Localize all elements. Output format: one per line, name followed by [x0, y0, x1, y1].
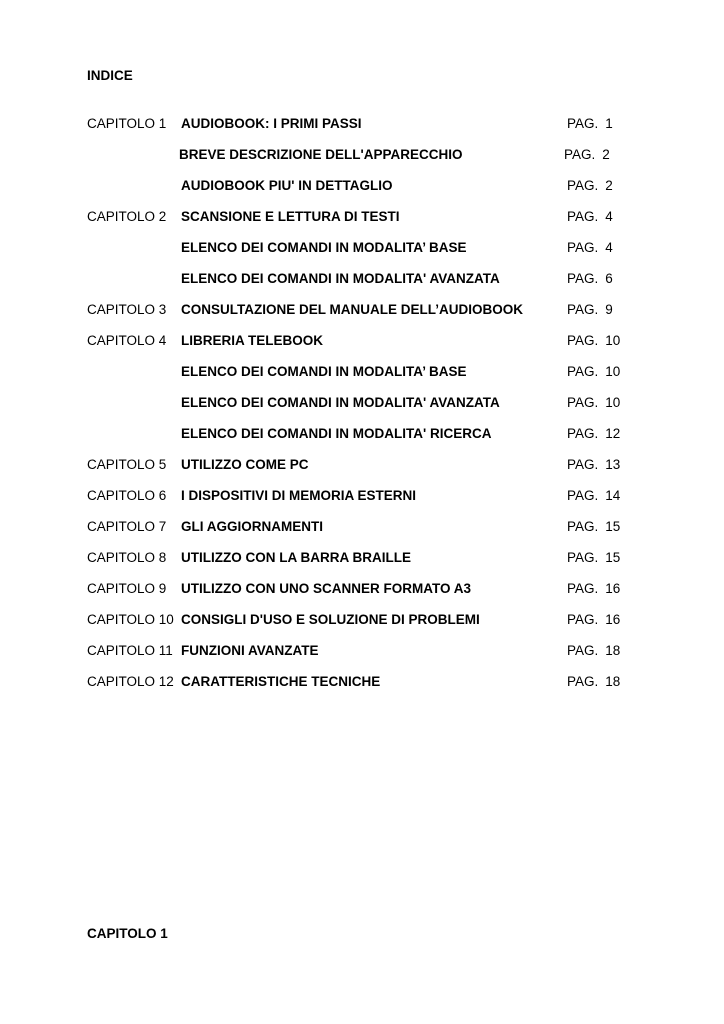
- toc-page-label: PAG.: [567, 395, 599, 410]
- toc-page-ref: [567, 674, 620, 689]
- toc-row: [0, 333, 724, 353]
- toc-page-ref: [567, 457, 620, 472]
- toc-page-label: PAG.: [567, 240, 599, 255]
- toc-page-number: 14: [605, 488, 621, 503]
- toc-page-label: PAG.: [567, 488, 599, 503]
- toc-page-ref: [567, 519, 620, 534]
- toc-row: [0, 643, 724, 663]
- toc-page-ref: [567, 581, 620, 596]
- toc-page-ref: [567, 271, 613, 286]
- toc-entry-title: UTILIZZO COME PC: [181, 457, 309, 472]
- toc-page-ref: [564, 147, 610, 162]
- toc-entry-title: AUDIOBOOK: I PRIMI PASSI: [181, 116, 362, 131]
- toc-page-label: PAG.: [567, 457, 599, 472]
- toc-page-label: PAG.: [564, 147, 596, 162]
- toc-entry-title: BREVE DESCRIZIONE DELL'APPARECCHIO: [179, 147, 463, 162]
- toc-entry-title: FUNZIONI AVANZATE: [181, 643, 319, 658]
- toc-chapter-label: CAPITOLO 5: [87, 457, 167, 472]
- toc-row: [0, 426, 724, 446]
- toc-page-label: PAG.: [567, 519, 599, 534]
- toc-page-number: 15: [605, 519, 621, 534]
- toc-chapter-label: CAPITOLO 12: [87, 674, 174, 689]
- toc-page-ref: [567, 209, 613, 224]
- toc-row: [0, 612, 724, 632]
- toc-page-number: 9: [605, 302, 613, 317]
- toc-page-label: PAG.: [567, 612, 599, 627]
- toc-entry-title: ELENCO DEI COMANDI IN MODALITA’ BASE: [181, 364, 467, 379]
- toc-page-ref: [567, 364, 620, 379]
- toc-chapter-label: CAPITOLO 8: [87, 550, 167, 565]
- toc-page-ref: [567, 302, 613, 317]
- toc-row: [0, 550, 724, 570]
- toc-page-label: PAG.: [567, 333, 599, 348]
- toc-chapter-label: CAPITOLO 4: [87, 333, 167, 348]
- toc-chapter-label: CAPITOLO 9: [87, 581, 167, 596]
- toc-row: [0, 581, 724, 601]
- toc-page-label: PAG.: [567, 271, 599, 286]
- toc-entry-title: I DISPOSITIVI DI MEMORIA ESTERNI: [181, 488, 417, 503]
- toc-row: [0, 209, 724, 229]
- toc-page-label: PAG.: [567, 209, 599, 224]
- toc-page-label: PAG.: [567, 116, 599, 131]
- toc-row: [0, 519, 724, 539]
- toc-page-label: PAG.: [567, 302, 599, 317]
- toc-chapter-label: CAPITOLO 6: [87, 488, 167, 503]
- toc-page-label: PAG.: [567, 643, 599, 658]
- toc-page-number: 13: [605, 457, 621, 472]
- toc-entry-title: ELENCO DEI COMANDI IN MODALITA' AVANZATA: [181, 271, 500, 286]
- toc-chapter-label: CAPITOLO 7: [87, 519, 167, 534]
- chapter-1-heading: CAPITOLO 1: [87, 926, 168, 941]
- toc-entry-title: ELENCO DEI COMANDI IN MODALITA’ BASE: [181, 240, 467, 255]
- toc-page-number: 18: [605, 643, 621, 658]
- toc-row: [0, 302, 724, 322]
- index-heading: INDICE: [87, 68, 133, 83]
- toc-page-label: PAG.: [567, 178, 599, 193]
- toc-page-label: PAG.: [567, 364, 599, 379]
- toc-row: [0, 364, 724, 384]
- toc-page-ref: [567, 178, 613, 193]
- toc-page-number: 16: [605, 581, 621, 596]
- toc-entry-title: CARATTERISTICHE TECNICHE: [181, 674, 381, 689]
- toc-page-number: 16: [605, 612, 621, 627]
- toc-page-label: PAG.: [567, 581, 599, 596]
- toc-chapter-label: CAPITOLO 3: [87, 302, 167, 317]
- toc-row: [0, 147, 724, 167]
- toc-page-ref: [567, 116, 613, 131]
- toc-page-number: 2: [605, 178, 613, 193]
- toc-page-number: 1: [605, 116, 613, 131]
- toc-entry-title: UTILIZZO CON UNO SCANNER FORMATO A3: [181, 581, 471, 596]
- toc-page-number: 4: [605, 209, 613, 224]
- toc-row: [0, 240, 724, 260]
- toc-page-number: 2: [602, 147, 610, 162]
- toc-page-number: 10: [605, 364, 621, 379]
- toc-chapter-label: CAPITOLO 2: [87, 209, 167, 224]
- toc-page-number: 18: [605, 674, 621, 689]
- toc-row: [0, 395, 724, 415]
- toc-page-label: PAG.: [567, 426, 599, 441]
- toc-page-ref: [567, 488, 620, 503]
- toc-page-ref: [567, 333, 620, 348]
- toc-page-number: 10: [605, 395, 621, 410]
- toc-entry-title: UTILIZZO CON LA BARRA BRAILLE: [181, 550, 411, 565]
- toc-page-ref: [567, 395, 620, 410]
- toc-row: [0, 674, 724, 694]
- toc-row: [0, 488, 724, 508]
- toc-row: [0, 271, 724, 291]
- toc-entry-title: SCANSIONE E LETTURA DI TESTI: [181, 209, 400, 224]
- toc-entry-title: CONSULTAZIONE DEL MANUALE DELL’AUDIOBOOK: [181, 302, 523, 317]
- toc-page-number: 12: [605, 426, 621, 441]
- toc-chapter-label: CAPITOLO 10: [87, 612, 174, 627]
- toc-page-number: 4: [605, 240, 613, 255]
- toc-entry-title: LIBRERIA TELEBOOK: [181, 333, 324, 348]
- toc-page-number: 15: [605, 550, 621, 565]
- toc-row: [0, 116, 724, 136]
- toc-row: [0, 178, 724, 198]
- toc-page-number: 10: [605, 333, 621, 348]
- toc-page-ref: [567, 612, 620, 627]
- toc-page-label: PAG.: [567, 550, 599, 565]
- toc-chapter-label: CAPITOLO 1: [87, 116, 167, 131]
- toc-page-label: PAG.: [567, 674, 599, 689]
- toc-entry-title: ELENCO DEI COMANDI IN MODALITA' AVANZATA: [181, 395, 500, 410]
- toc-page-ref: [567, 426, 620, 441]
- toc-entry-title: GLI AGGIORNAMENTI: [181, 519, 323, 534]
- toc-page-ref: [567, 550, 620, 565]
- toc-page-ref: [567, 643, 620, 658]
- toc-page-ref: [567, 240, 613, 255]
- toc-entry-title: ELENCO DEI COMANDI IN MODALITA' RICERCA: [181, 426, 492, 441]
- toc-chapter-label: CAPITOLO 11: [87, 643, 173, 658]
- toc-entry-title: AUDIOBOOK PIU' IN DETTAGLIO: [181, 178, 393, 193]
- toc-page-number: 6: [605, 271, 613, 286]
- toc-row: [0, 457, 724, 477]
- toc-entry-title: CONSIGLI D'USO E SOLUZIONE DI PROBLEMI: [181, 612, 480, 627]
